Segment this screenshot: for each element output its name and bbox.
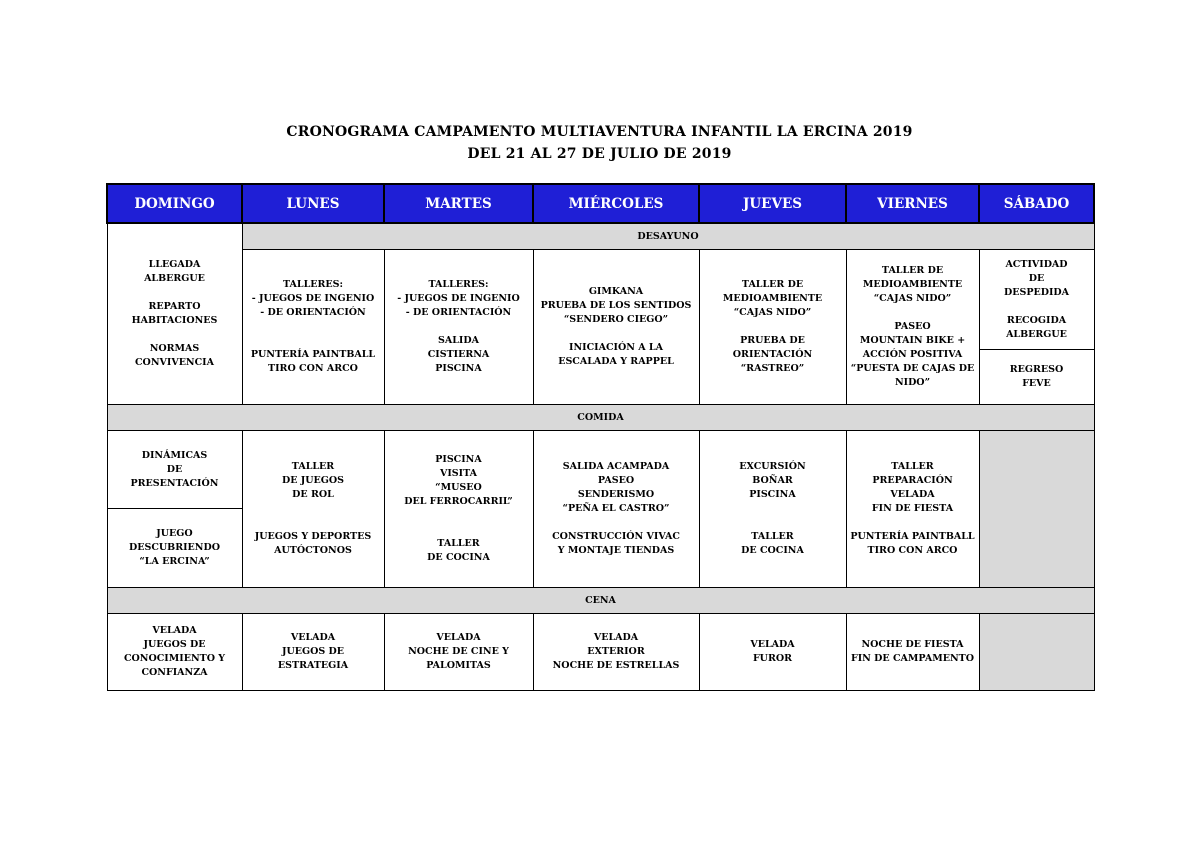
desayuno-row bbox=[107, 223, 1094, 250]
evening-jueves: VELADA FUROR bbox=[699, 614, 846, 691]
morning-jueves: TALLER DE MEDIOAMBIENTE “CAJAS NIDO” PRUEBA DE ORIENTACIÓN “RASTREO” bbox=[699, 250, 846, 405]
day-header-miercoles: MIÉRCOLES bbox=[533, 184, 699, 223]
morning-sabado-bottom: REGRESO FEVE bbox=[979, 350, 1094, 405]
afternoon-jueves: EXCURSIÓN BOÑAR PISCINA TALLER DE COCINA bbox=[699, 431, 846, 588]
morning-row bbox=[107, 250, 1094, 350]
morning-sabado-top: ACTIVIDAD DE DESPEDIDA RECOGIDA ALBERGUE bbox=[979, 250, 1094, 350]
day-header-viernes: VIERNES bbox=[846, 184, 979, 223]
day-header-lunes: LUNES bbox=[242, 184, 384, 223]
evening-martes: VELADA NOCHE DE CINE Y PALOMITAS bbox=[384, 614, 533, 691]
schedule-table bbox=[106, 183, 1095, 691]
afternoon-lunes: TALLER DE JUEGOS DE ROL JUEGOS Y DEPORTES AUTÓCTONOS bbox=[242, 431, 384, 588]
day-header-jueves: JUEVES bbox=[699, 184, 846, 223]
day-header-row bbox=[107, 184, 1094, 223]
cena-row bbox=[107, 588, 1094, 614]
evening-domingo: VELADA JUEGOS DE CONOCIMIENTO Y CONFIANZA bbox=[107, 614, 242, 691]
evening-row bbox=[107, 614, 1094, 691]
desayuno-bar: DESAYUNO bbox=[242, 223, 1094, 250]
evening-miercoles: VELADA EXTERIOR NOCHE DE ESTRELLAS bbox=[533, 614, 699, 691]
afternoon-sabado-empty bbox=[979, 431, 1094, 588]
morning-viernes: TALLER DE MEDIOAMBIENTE “CAJAS NIDO” PASEO MOUNTAIN BIKE + ACCIÓN POSITIVA “PUESTA DE CAJAS DE NIDO” bbox=[846, 250, 979, 405]
day-header-domingo: DOMINGO bbox=[107, 184, 242, 223]
day-header-sabado: SÁBADO bbox=[979, 184, 1094, 223]
afternoon-viernes: TALLER PREPARACIÓN VELADA FIN DE FIESTA PUNTERÍA PAINTBALL TIRO CON ARCO bbox=[846, 431, 979, 588]
afternoon-row bbox=[107, 431, 1094, 509]
evening-sabado-empty bbox=[979, 614, 1094, 691]
day-header-martes: MARTES bbox=[384, 184, 533, 223]
morning-miercoles: GIMKANA PRUEBA DE LOS SENTIDOS “SENDERO CIEGO” INICIACIÓN A LA ESCALADA Y RAPPEL bbox=[533, 250, 699, 405]
document-title: CRONOGRAMA CAMPAMENTO MULTIAVENTURA INFANTIL LA ERCINA 2019 bbox=[286, 124, 913, 140]
afternoon-domingo-bottom: JUEGO DESCUBRIENDO “LA ERCINA” bbox=[107, 509, 242, 588]
afternoon-miercoles: SALIDA ACAMPADA PASEO SENDERISMO “PEÑA EL CASTRO” CONSTRUCCIÓN VIVAC Y MONTAJE TIENDAS bbox=[533, 431, 699, 588]
morning-lunes: TALLERES: - JUEGOS DE INGENIO - DE ORIENTACIÓN PUNTERÍA PAINTBALL TIRO CON ARCO bbox=[242, 250, 384, 405]
afternoon-martes: PISCINA VISITA “MUSEO DEL FERROCARRIL” TALLER DE COCINA bbox=[384, 431, 533, 588]
evening-lunes: VELADA JUEGOS DE ESTRATEGIA bbox=[242, 614, 384, 691]
evening-viernes: NOCHE DE FIESTA FIN DE CAMPAMENTO bbox=[846, 614, 979, 691]
cena-bar: CENA bbox=[107, 588, 1094, 614]
comida-bar: COMIDA bbox=[107, 405, 1094, 431]
document-subtitle: DEL 21 AL 27 DE JULIO DE 2019 bbox=[467, 146, 732, 162]
comida-row bbox=[107, 405, 1094, 431]
morning-martes: TALLERES: - JUEGOS DE INGENIO - DE ORIENTACIÓN SALIDA CISTIERNA PISCINA bbox=[384, 250, 533, 405]
morning-domingo: LLEGADA ALBERGUE REPARTO HABITACIONES NORMAS CONVIVENCIA bbox=[107, 223, 242, 405]
afternoon-domingo-top: DINÁMICAS DE PRESENTACIÓN bbox=[107, 431, 242, 509]
